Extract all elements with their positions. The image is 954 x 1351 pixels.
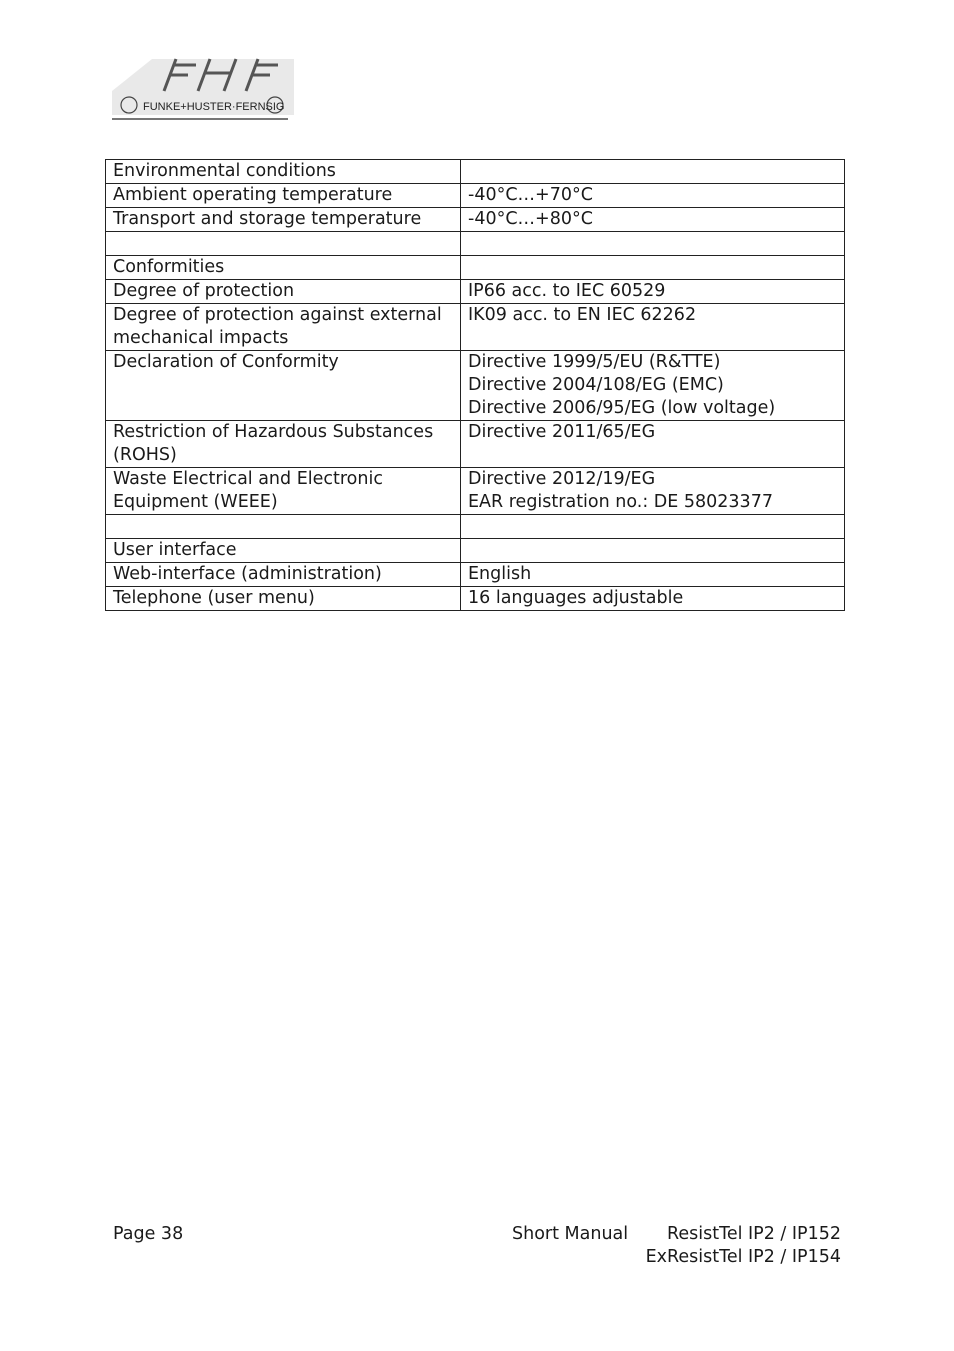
- spec-label-cell: Ambient operating temperature: [106, 184, 461, 208]
- spec-value-cell: [461, 539, 845, 563]
- table-row: [106, 304, 845, 351]
- spec-value-cell: IP66 acc. to IEC 60529: [461, 280, 845, 304]
- manual-title: Short Manual: [512, 1224, 629, 1244]
- spec-value-cell: [461, 256, 845, 280]
- spec-value-cell: [461, 515, 845, 539]
- company-logo: [112, 55, 294, 123]
- table-row: [106, 208, 845, 232]
- spec-value-cell: 16 languages adjustable: [461, 587, 845, 611]
- spec-value-cell: Directive 1999/5/EU (R&TTE) Directive 2004/108/EG (EMC) Directive 2006/95/EG (low voltage): [461, 351, 845, 421]
- table-row: [106, 539, 845, 563]
- table-row: [106, 280, 845, 304]
- spec-label-cell: Degree of protection: [106, 280, 461, 304]
- table-row: [106, 421, 845, 468]
- table-row: [106, 351, 845, 421]
- table-row: [106, 160, 845, 184]
- logo-subtitle: FUNKE+HUSTER·FERNSIG: [143, 101, 285, 113]
- spec-value-cell: -40°C…+80°C: [461, 208, 845, 232]
- table-row: [106, 563, 845, 587]
- spec-value-cell: [461, 160, 845, 184]
- spec-label-cell: Web-interface (administration): [106, 563, 461, 587]
- spec-label-cell: Conformities: [106, 256, 461, 280]
- spec-value-cell: IK09 acc. to EN IEC 62262: [461, 304, 845, 351]
- spec-label-cell: [106, 515, 461, 539]
- spec-label-cell: [106, 232, 461, 256]
- spec-label-cell: Degree of protection against external mechanical impacts: [106, 304, 461, 351]
- specifications-table: [105, 159, 845, 611]
- spec-label-cell: User interface: [106, 539, 461, 563]
- spec-label-cell: Telephone (user menu): [106, 587, 461, 611]
- product-line-1: ResistTel IP2 / IP152: [667, 1224, 841, 1244]
- table-row: [106, 587, 845, 611]
- spec-value-cell: English: [461, 563, 845, 587]
- spec-value-cell: -40°C…+70°C: [461, 184, 845, 208]
- spec-label-cell: Waste Electrical and Electronic Equipment (WEEE): [106, 468, 461, 515]
- spec-value-cell: Directive 2011/65/EG: [461, 421, 845, 468]
- spec-label-cell: Environmental conditions: [106, 160, 461, 184]
- spec-label-cell: Restriction of Hazardous Substances (ROHS): [106, 421, 461, 468]
- spec-value-cell: Directive 2012/19/EG EAR registration no.: DE 58023377: [461, 468, 845, 515]
- table-row: [106, 468, 845, 515]
- product-line-2: ExResistTel IP2 / IP154: [645, 1247, 841, 1267]
- table-row: [106, 232, 845, 256]
- page-number: Page 38: [113, 1224, 184, 1244]
- table-row: [106, 515, 845, 539]
- table-row: [106, 184, 845, 208]
- spec-label-cell: Transport and storage temperature: [106, 208, 461, 232]
- spec-value-cell: [461, 232, 845, 256]
- product-name: [620, 1223, 841, 1269]
- table-row: [106, 256, 845, 280]
- spec-label-cell: Declaration of Conformity: [106, 351, 461, 421]
